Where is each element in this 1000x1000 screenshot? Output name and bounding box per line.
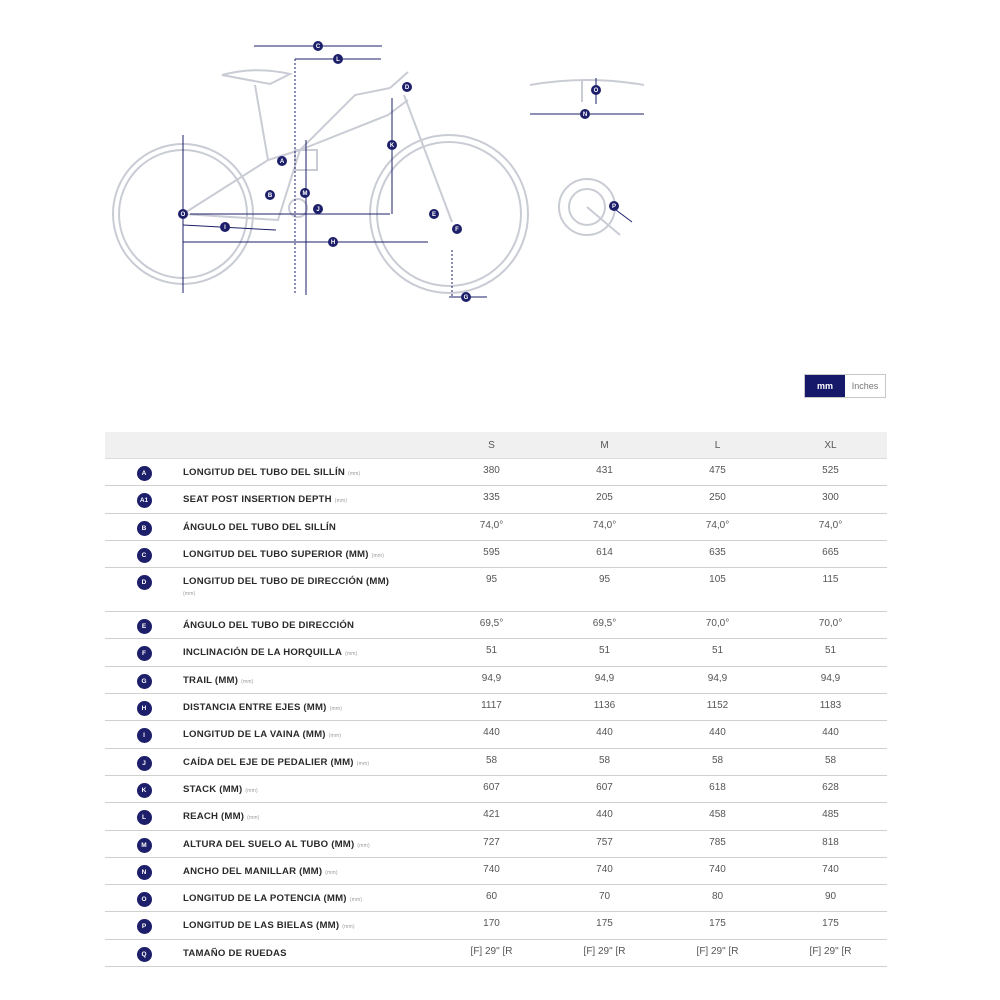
unit-mm-button[interactable]: mm (805, 375, 845, 397)
cell-value: 70 (598, 891, 611, 903)
cell-value: 94,9 (820, 672, 841, 684)
cell-value: 95 (598, 574, 611, 586)
row-code-badge: B (137, 521, 152, 536)
table-row (105, 694, 887, 721)
row-code-badge: Q (137, 947, 152, 962)
marker-G (461, 292, 471, 302)
size-header: M (600, 439, 609, 451)
marker-N (580, 109, 590, 119)
row-label: ÁNGULO DEL TUBO DE DIRECCIÓN (183, 620, 355, 632)
marker-B (265, 190, 275, 200)
row-unit: (mm) (342, 924, 355, 931)
marker-L (333, 54, 343, 64)
cell-value: 380 (483, 465, 500, 476)
table-row (105, 721, 887, 748)
svg-text:C: C (315, 44, 321, 50)
cell-value: 51 (598, 645, 611, 657)
table-row (105, 486, 887, 513)
cell-value: 740 (822, 863, 839, 875)
row-label: ÁNGULO DEL TUBO DEL SILLÍN (183, 521, 337, 533)
row-label: LONGITUD DE LA POTENCIA (MM) (183, 893, 347, 905)
marker-O-frame (178, 209, 188, 219)
row-code-badge: I (137, 728, 152, 743)
unit-toggle (804, 374, 886, 398)
table-row (105, 912, 887, 939)
svg-text:J: J (316, 207, 320, 213)
table-row (105, 858, 887, 885)
table-row (105, 831, 887, 858)
cell-value: 205 (596, 492, 613, 504)
cell-value: 250 (709, 492, 726, 504)
svg-text:N: N (582, 112, 588, 118)
svg-text:B: B (267, 193, 273, 199)
row-label: LONGITUD DEL TUBO SUPERIOR (MM) (183, 548, 369, 560)
cell-value: 618 (709, 781, 726, 793)
cell-value: 105 (709, 574, 726, 586)
cell-value: 440 (709, 727, 726, 739)
row-code-badge: H (137, 701, 152, 716)
row-label: STACK (MM) (183, 783, 243, 795)
marker-D (402, 82, 412, 92)
table-row (105, 749, 887, 776)
cell-value: 70,0° (818, 618, 843, 630)
row-unit: (mm) (183, 590, 196, 597)
table-header (105, 432, 887, 459)
row-code-badge: D (137, 575, 152, 590)
svg-text:P: P (611, 204, 617, 210)
row-unit: (mm) (241, 678, 254, 685)
row-code-badge: M (137, 838, 152, 853)
row-unit: (mm) (349, 897, 363, 904)
marker-H (328, 237, 338, 247)
table-row (105, 940, 887, 967)
svg-text:O: O (593, 88, 599, 94)
row-label: LONGITUD DE LA VAINA (MM) (183, 729, 326, 741)
cell-value: 458 (709, 809, 726, 821)
geometry-table (105, 432, 887, 967)
marker-M (300, 188, 310, 198)
row-label: TAMAÑO DE RUEDAS (183, 947, 287, 959)
cell-value: 58 (598, 754, 611, 766)
cell-value: 740 (709, 863, 726, 875)
cell-value: [F] 29" [R (696, 945, 739, 957)
cell-value: 614 (596, 546, 613, 558)
cell-value: 95 (485, 574, 498, 586)
row-label: INCLINACIÓN DE LA HORQUILLA (183, 647, 343, 659)
cell-value: 115 (822, 574, 839, 586)
cell-value: [F] 29" [R (809, 945, 852, 957)
table-row (105, 514, 887, 541)
cell-value: 51 (485, 645, 498, 657)
cell-value: 818 (822, 836, 839, 848)
row-label: LONGITUD DEL TUBO DEL SILLÍN (183, 467, 345, 478)
row-unit: (mm) (328, 733, 342, 740)
cell-value: 635 (709, 546, 726, 558)
cell-value: 485 (822, 809, 839, 821)
marker-P (609, 201, 619, 211)
svg-text:H: H (330, 240, 336, 246)
row-unit: (mm) (345, 651, 358, 658)
cell-value: 58 (711, 754, 724, 766)
cell-value: 475 (709, 465, 726, 476)
row-code-badge: F (137, 646, 152, 661)
row-label: DISTANCIA ENTRE EJES (MM) (183, 702, 327, 714)
marker-C (313, 41, 323, 51)
cell-value: 440 (596, 809, 613, 821)
row-unit: (mm) (357, 842, 370, 849)
svg-text:O: O (180, 212, 186, 218)
table-row (105, 541, 887, 568)
cell-value: 440 (822, 727, 839, 739)
row-code-badge: P (137, 919, 152, 934)
cell-value: 70,0° (705, 618, 730, 630)
cell-value: 1183 (819, 700, 842, 712)
table-row (105, 776, 887, 803)
cell-value: 74,0° (705, 519, 730, 531)
size-header: S (488, 439, 495, 451)
row-code-badge: C (137, 548, 152, 563)
cell-value: 94,9 (707, 672, 728, 684)
cell-value: 69,5° (479, 618, 504, 630)
marker-E (429, 209, 439, 219)
bike-geometry-diagram (0, 0, 1000, 330)
row-label: ALTURA DEL SUELO AL TUBO (MM) (183, 838, 355, 850)
cell-value: 1152 (706, 700, 729, 712)
cell-value: 94,9 (594, 672, 615, 684)
row-unit: (mm) (356, 760, 370, 767)
svg-text:I: I (224, 225, 226, 231)
cell-value: 727 (483, 836, 500, 848)
cell-value: 170 (483, 918, 500, 930)
svg-text:E: E (431, 212, 437, 218)
row-code-badge: K (137, 783, 152, 798)
table-row (105, 885, 887, 912)
cell-value: 94,9 (481, 672, 502, 684)
row-code-badge: L (137, 810, 152, 825)
marker-A (277, 156, 287, 166)
marker-F (452, 224, 462, 234)
cell-value: 74,0° (818, 519, 843, 531)
cell-value: 335 (483, 492, 500, 504)
cell-value: 421 (483, 809, 500, 821)
bike-drawing (113, 70, 644, 293)
table-row (105, 459, 887, 486)
svg-text:F: F (455, 227, 459, 233)
cell-value: 58 (824, 754, 837, 766)
cell-value: 175 (596, 918, 613, 930)
cell-value: [F] 29" [R (583, 945, 626, 957)
cell-value: 757 (596, 836, 613, 848)
row-label: REACH (MM) (183, 811, 245, 823)
table-row (105, 612, 887, 639)
row-code-badge: O (137, 892, 152, 907)
cell-value: 175 (709, 918, 726, 930)
size-header: L (714, 439, 721, 451)
row-label: CAÍDA DEL EJE DE PEDALIER (MM) (183, 756, 354, 768)
cell-value: 175 (822, 918, 839, 930)
unit-inches-button[interactable]: Inches (845, 375, 885, 397)
cell-value: 51 (711, 645, 724, 657)
cell-value: 300 (822, 492, 839, 504)
row-code-badge: N (137, 865, 152, 880)
cell-value: 740 (596, 863, 613, 875)
cell-value: 80 (711, 891, 724, 903)
size-header: XL (824, 439, 837, 451)
cell-value: 69,5° (592, 618, 617, 630)
cell-value: 1117 (481, 700, 502, 712)
marker-O-stem (591, 85, 601, 95)
dimension-lines (180, 46, 644, 297)
table-row (105, 803, 887, 830)
row-unit: (mm) (247, 815, 260, 822)
cell-value: 431 (596, 465, 613, 476)
cell-value: [F] 29" [R (470, 945, 513, 957)
cell-value: 607 (483, 781, 500, 793)
row-code-badge: A1 (137, 493, 152, 508)
svg-text:K: K (389, 143, 395, 149)
cell-value: 665 (822, 546, 839, 558)
svg-text:D: D (404, 85, 410, 91)
row-unit: (mm) (334, 498, 348, 505)
cell-value: 607 (596, 781, 613, 793)
cell-value: 595 (483, 546, 500, 558)
row-unit: (mm) (347, 471, 361, 477)
table-row (105, 667, 887, 694)
table-row (105, 639, 887, 666)
marker-I (220, 222, 230, 232)
row-code-badge: G (137, 674, 152, 689)
svg-text:L: L (336, 57, 340, 63)
row-code-badge: A (137, 466, 152, 481)
row-code-badge: E (137, 619, 152, 634)
row-code-badge: J (137, 756, 152, 771)
marker-J (313, 204, 323, 214)
cell-value: 58 (485, 754, 498, 766)
row-unit: (mm) (371, 552, 385, 559)
cell-value: 440 (483, 727, 500, 739)
cell-value: 740 (483, 863, 500, 875)
svg-text:G: G (463, 295, 469, 301)
table-row (105, 568, 887, 612)
cell-value: 785 (709, 836, 726, 848)
row-label: ANCHO DEL MANILLAR (MM) (183, 865, 323, 877)
row-label: SEAT POST INSERTION DEPTH (183, 494, 332, 506)
cell-value: 628 (822, 781, 839, 793)
cell-value: 1136 (593, 700, 616, 712)
cell-value: 440 (596, 727, 613, 739)
svg-text:A: A (279, 159, 285, 165)
cell-value: 51 (824, 645, 837, 657)
cell-value: 525 (822, 465, 839, 476)
row-label: LONGITUD DE LAS BIELAS (MM) (183, 920, 340, 932)
cell-value: 90 (824, 891, 837, 903)
row-label: TRAIL (MM) (183, 674, 239, 686)
cell-value: 60 (485, 891, 498, 903)
row-label: LONGITUD DEL TUBO DE DIRECCIÓN (MM) (183, 576, 390, 588)
row-unit: (mm) (329, 706, 343, 713)
row-unit: (mm) (245, 787, 258, 794)
cell-value: 74,0° (479, 519, 504, 531)
cell-value: 74,0° (592, 519, 617, 531)
row-unit: (mm) (325, 869, 338, 876)
marker-K (387, 140, 397, 150)
svg-text:M: M (302, 191, 308, 197)
